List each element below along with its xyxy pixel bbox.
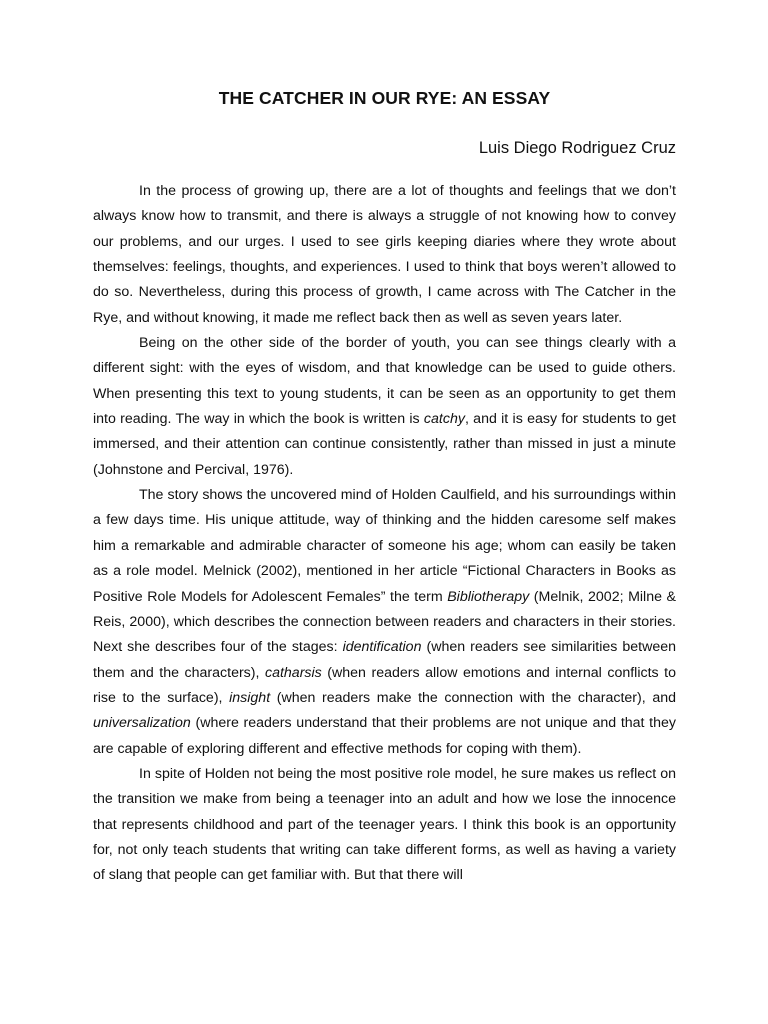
italic-term: catchy xyxy=(423,411,465,428)
italic-term: catharsis xyxy=(264,664,322,681)
text-run: Being on the other side of the border of youth, you can see things clearly with a different sight: with the eyes of wisdom, and that knowledge can be used to guide others. When presenting this text to young students, it can be seen as an opportunity to get them into reading. The way in which the book is written is xyxy=(93,335,676,428)
text-run: , and it is easy for students to get immersed, and their attention can continue consistently, rather than missed in just a minute (Johnstone and Percival, 1976). xyxy=(93,411,676,478)
text-run: (when readers allow emotions and internal conflicts to rise to the surface), xyxy=(93,664,676,706)
essay-paragraph xyxy=(93,762,676,889)
author-name: Luis Diego Rodriguez Cruz xyxy=(478,139,676,157)
italic-term: identification xyxy=(342,639,422,656)
essay-body xyxy=(93,179,676,889)
essay-paragraph xyxy=(93,483,676,762)
text-run: In spite of Holden not being the most positive role model, he sure makes us reflect on the transition we make from being a teenager into an adult and how we lose the innocence that represents childhood and part of the teenager years. I think this book is an opportunity for, not only teach students that writing can take different forms, as well as having a variety of slang that people can get familiar with. But that there will xyxy=(93,765,676,884)
text-run: (when readers see similarities between them and the characters), xyxy=(93,639,676,681)
italic-term: insight xyxy=(229,689,271,706)
essay-title: THE CATCHER IN OUR RYE: AN ESSAY xyxy=(218,88,551,108)
essay-paragraph xyxy=(93,179,676,331)
italic-term: Bibliotherapy xyxy=(447,588,530,605)
essay-paragraph xyxy=(93,331,676,483)
text-run: The story shows the uncovered mind of Holden Caulfield, and his surroundings within a few days time. His unique attitude, way of thinking and the hidden caresome self makes him a remarkable and admirable character of someone his age; whom can easily be taken as a role model. Melnick (2002), mentioned in her article “Fictional Characters in Books as Positive Role Models for Adolescent Females” the term xyxy=(93,487,676,605)
text-run: In the process of growing up, there are a lot of thoughts and feelings that we don’t always know how to transmit, and there is always a struggle of not knowing how to convey our problems, and our urges. I used to see girls keeping diaries where they wrote about themselves: feelings, thoughts, and experiences. I used to think that boys weren’t allowed to do so. Nevertheless, during this process of growth, I came across with The Catcher in the Rye, and without knowing, it made me reflect back then as well as seven years later. xyxy=(93,183,676,326)
italic-term: universalization xyxy=(93,715,191,732)
document-page xyxy=(93,0,676,1024)
text-run: (when readers make the connection with the character), and xyxy=(270,689,676,706)
text-run: (Melnik, 2002; Milne & Reis, 2000), which describes the connection between readers and characters in their stories. Next she describes four of the stages: xyxy=(93,588,676,656)
text-run: (where readers understand that their problems are not unique and that they are capable of exploring different and effective methods for coping with them). xyxy=(93,715,676,757)
